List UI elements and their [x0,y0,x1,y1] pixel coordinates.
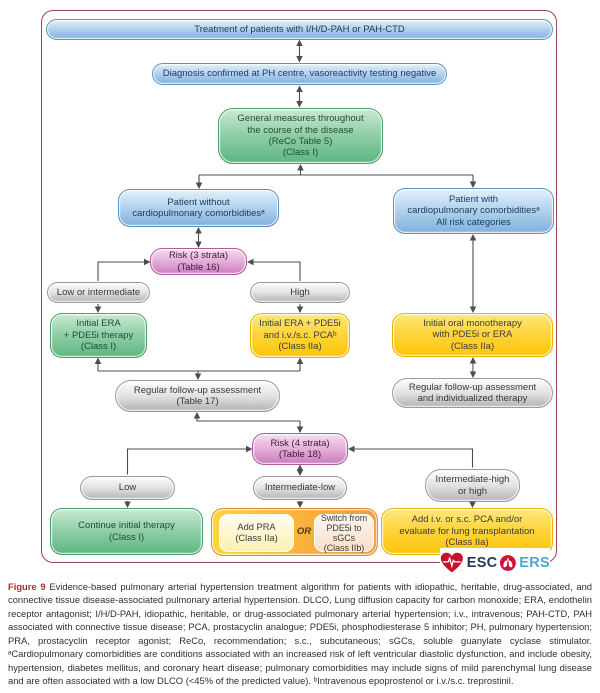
node-followup-individualized: Regular follow-up assessment and individualized therapy [392,378,553,408]
figure-label: Figure 9 [8,581,46,592]
node-followup-table17: Regular follow-up assessment (Table 17) [115,380,280,412]
node-add-pra: Add PRA (Class IIa) [219,514,294,552]
node-initial-era-pde5i: Initial ERA + PDE5i therapy (Class I) [50,313,147,358]
node-initial-era-pde5i-pca: Initial ERA + PDE5i and i.v./s.c. PCAᵇ (Class IIa) [250,313,350,358]
node-treatment-title: Treatment of patients with I/H/D-PAH or PAH-CTD [46,19,553,40]
node-patient-with-comorbidities: Patient with cardiopulmonary comorbiditiesᵃ All risk categories [393,188,554,234]
node-low-or-intermediate: Low or intermediate [47,282,150,303]
esc-heart-icon [440,552,464,574]
node-continue-initial-therapy: Continue initial therapy (Class I) [50,508,203,555]
node-general-measures: General measures throughout the course of the disease (ReCo Table 5) (Class I) [218,108,383,164]
node-switch-pde5i-sgc: Switch from PDE5i to sGCs (Class IIb) [314,514,374,552]
node-patient-without-comorbidities: Patient without cardiopulmonary comorbiditiesᵃ [118,189,279,227]
node-add-pca-transplantation: Add i.v. or s.c. PCA and/or evaluate for lung transplantation (Class IIa) [381,508,553,555]
node-diagnosis-confirmed: Diagnosis confirmed at PH centre, vasoreactivity testing negative [152,63,447,85]
caption-text: Evidence-based pulmonary arterial hypertension treatment algorithm for patients with idiopathic, heritable, drug-associated, and connective tissue disease-associated pulmonary arterial hypertension. DLCO, Lung diffusion capacity for carbon monoxide; ERA, endothelin receptor antagonist; I/H/D-PAH, idiopathic, heritable, or drug-associated pulmonary arterial hypertension; i.v., intravenous; PAH-CTD, PAH associated with connective tissue disease; PCA, prostacyclin analogue; PDE5i, phosphodiesterase 5 inhibitor; PH, pulmonary hypertension; PRA, prostacyclin receptor agonist; ReCo, recommendation; s.c., subcutaneous; sGCs, soluble guanylate cyclase stimulator. ᵃCardiopulmonary comorbidities are conditions associated with an increased risk of left ventricular diastolic dysfunction, and include obesity, hypertension, diabetes mellitus, and coronary heart disease; pulmonary comorbidities may include signs of mild parenchymal lung disease and are often associated with a low DLCO (<45% of the predicted value). ᵇIntravenous epoprostenol or i.v./s.c. treprostinil. [8,581,592,687]
node-intermediate-high-or-high: Intermediate-high or high [425,469,520,502]
node-risk-3-strata: Risk (3 strata) (Table 16) [150,248,247,275]
node-add-pra-or-switch [211,508,378,556]
node-initial-oral-monotherapy: Initial oral monotherapy with PDE5i or ERA (Class IIa) [392,313,553,357]
figure-caption [8,580,592,688]
node-high: High [250,282,350,303]
esc-ers-logo [440,548,550,578]
or-label: OR [296,526,312,538]
esc-label: ESC [466,555,498,571]
node-risk-4-strata: Risk (4 strata) (Table 18) [252,433,348,465]
node-intermediate-low: Intermediate-low [253,476,347,500]
node-low: Low [80,476,175,500]
ers-label: ERS [519,555,550,571]
ers-lungs-icon [500,555,516,571]
